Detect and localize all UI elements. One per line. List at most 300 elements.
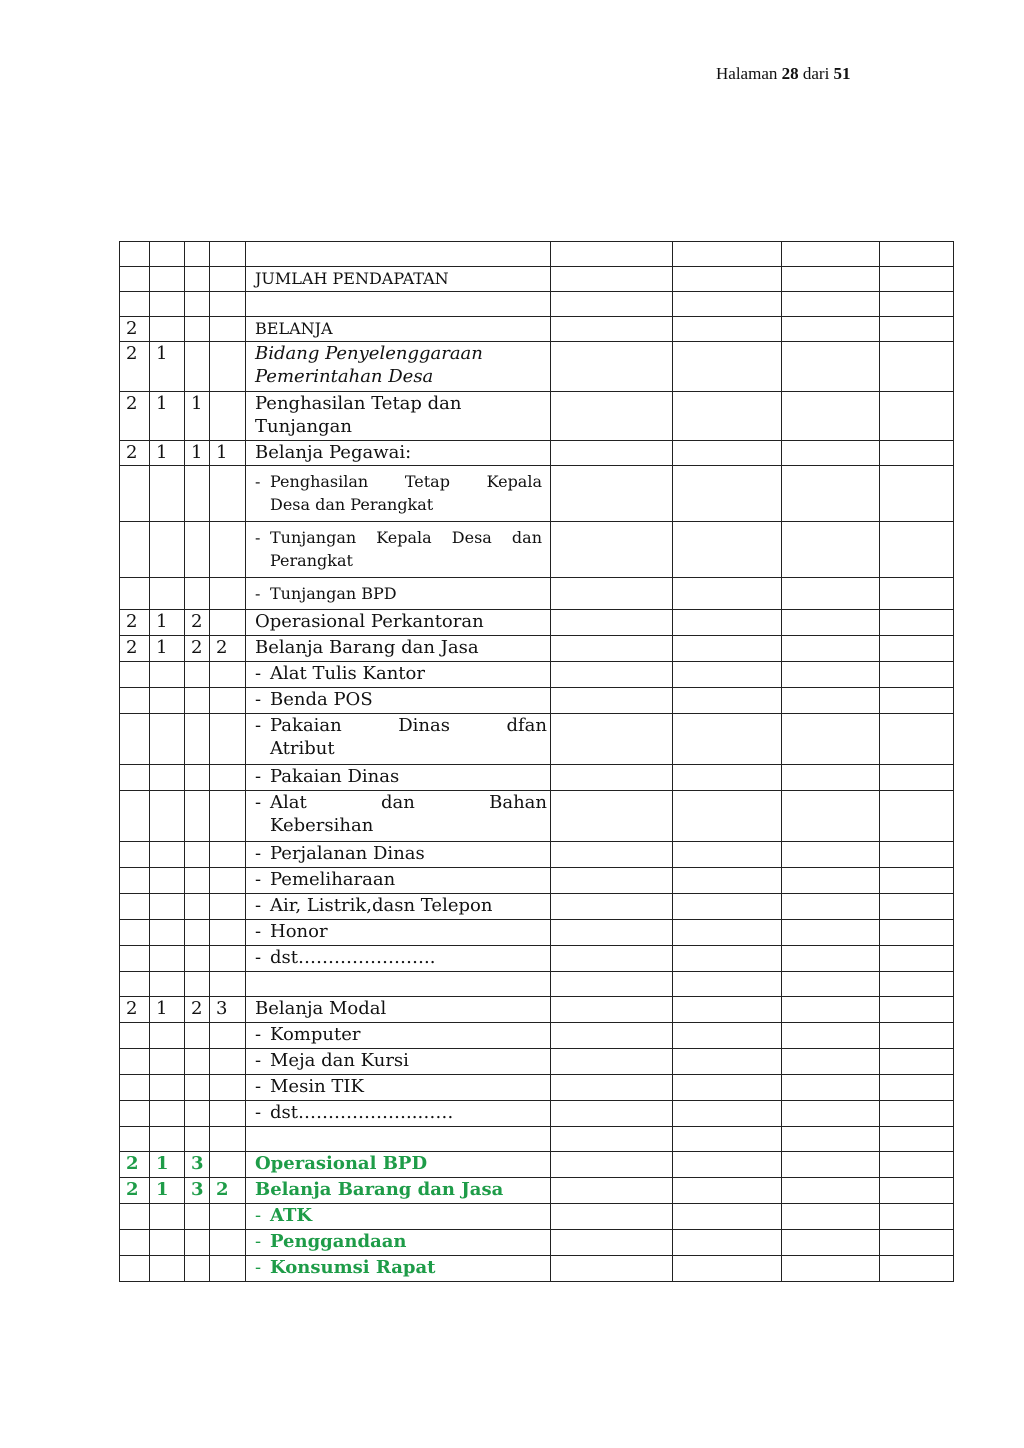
value-cell-3 xyxy=(782,522,880,578)
table-row xyxy=(120,578,954,610)
item-text-line: ATK xyxy=(270,1205,313,1226)
table-row xyxy=(120,1023,954,1049)
value-cell-3 xyxy=(782,791,880,842)
item-label: Belanja Modal xyxy=(255,998,387,1019)
value-cell-2 xyxy=(673,392,782,441)
value-cell-4 xyxy=(880,1023,954,1049)
account-code-2 xyxy=(150,1256,185,1282)
uraian-cell xyxy=(246,765,551,791)
item-text-line: Alat dan Bahan xyxy=(270,792,547,813)
account-code-1 xyxy=(120,466,150,522)
value-cell-3 xyxy=(782,946,880,972)
value-cell-1 xyxy=(551,522,673,578)
account-code-4 xyxy=(210,791,246,842)
value-cell-3 xyxy=(782,1101,880,1127)
account-code-3 xyxy=(185,267,210,292)
list-item xyxy=(255,1075,547,1098)
table-row xyxy=(120,1230,954,1256)
value-cell-1 xyxy=(551,1230,673,1256)
value-cell-2 xyxy=(673,1075,782,1101)
item-text-line: Komputer xyxy=(270,1024,361,1045)
item-text-line: Tunjangan Kepala Desa dan xyxy=(270,528,542,547)
value-cell-3 xyxy=(782,972,880,997)
account-code-1 xyxy=(120,920,150,946)
list-item xyxy=(255,765,547,788)
account-code-4 xyxy=(210,1023,246,1049)
value-cell-1 xyxy=(551,997,673,1023)
list-item xyxy=(255,714,547,760)
value-cell-1 xyxy=(551,466,673,522)
value-cell-2 xyxy=(673,765,782,791)
dash-marker: - xyxy=(255,843,262,864)
value-cell-1 xyxy=(551,1075,673,1101)
account-code-3 xyxy=(185,578,210,610)
value-cell-3 xyxy=(782,1230,880,1256)
item-text-line: Meja dan Kursi xyxy=(270,1050,409,1071)
account-code-4: 2 xyxy=(210,1178,246,1204)
value-cell-4 xyxy=(880,242,954,267)
account-code-1: 2 xyxy=(120,317,150,342)
account-code-3 xyxy=(185,972,210,997)
list-item xyxy=(255,894,547,917)
dash-marker: - xyxy=(255,1076,262,1097)
uraian-cell xyxy=(246,1230,551,1256)
dari-label: dari xyxy=(802,64,830,83)
uraian-cell xyxy=(246,267,551,292)
table-row xyxy=(120,765,954,791)
list-item xyxy=(255,1230,547,1253)
item-text xyxy=(270,714,547,760)
value-cell-2 xyxy=(673,662,782,688)
value-cell-4 xyxy=(880,946,954,972)
account-code-2 xyxy=(150,578,185,610)
account-code-1 xyxy=(120,714,150,765)
table-row xyxy=(120,1127,954,1152)
account-code-4 xyxy=(210,1256,246,1282)
value-cell-4 xyxy=(880,1256,954,1282)
table-row xyxy=(120,466,954,522)
value-cell-2 xyxy=(673,868,782,894)
value-cell-1 xyxy=(551,441,673,466)
value-cell-1 xyxy=(551,972,673,997)
table-row xyxy=(120,610,954,636)
value-cell-4 xyxy=(880,441,954,466)
uraian-cell xyxy=(246,636,551,662)
value-cell-1 xyxy=(551,242,673,267)
account-code-3: 3 xyxy=(185,1152,210,1178)
list-item xyxy=(255,868,547,891)
account-code-4 xyxy=(210,1101,246,1127)
account-code-3 xyxy=(185,466,210,522)
list-item xyxy=(255,1204,547,1227)
table-row xyxy=(120,1049,954,1075)
value-cell-3 xyxy=(782,342,880,392)
value-cell-2 xyxy=(673,242,782,267)
account-code-1 xyxy=(120,1049,150,1075)
account-code-3 xyxy=(185,1049,210,1075)
uraian-cell xyxy=(246,972,551,997)
item-text-line: Pemeliharaan xyxy=(270,869,396,890)
value-cell-1 xyxy=(551,1127,673,1152)
dash-marker: - xyxy=(255,895,262,916)
value-cell-2 xyxy=(673,292,782,317)
account-code-2: 1 xyxy=(150,610,185,636)
table-row xyxy=(120,317,954,342)
account-code-1: 2 xyxy=(120,1152,150,1178)
dash-marker: - xyxy=(255,1050,262,1071)
account-code-1 xyxy=(120,292,150,317)
uraian-cell xyxy=(246,578,551,610)
account-code-1: 2 xyxy=(120,392,150,441)
table-row xyxy=(120,441,954,466)
uraian-cell xyxy=(246,1023,551,1049)
value-cell-2 xyxy=(673,1049,782,1075)
dash-marker: - xyxy=(255,663,262,684)
account-code-4 xyxy=(210,342,246,392)
account-code-3: 1 xyxy=(185,392,210,441)
account-code-2 xyxy=(150,1204,185,1230)
list-item xyxy=(255,578,542,605)
list-item xyxy=(255,466,542,516)
table-row xyxy=(120,1256,954,1282)
account-code-1 xyxy=(120,946,150,972)
item-text xyxy=(270,920,547,943)
value-cell-3 xyxy=(782,688,880,714)
value-cell-4 xyxy=(880,267,954,292)
item-text xyxy=(270,582,542,605)
account-code-1 xyxy=(120,791,150,842)
value-cell-2 xyxy=(673,342,782,392)
dash-marker: - xyxy=(255,528,261,547)
value-cell-4 xyxy=(880,292,954,317)
uraian-cell xyxy=(246,1152,551,1178)
uraian-cell xyxy=(246,868,551,894)
item-text-line: Pakaian Dinas xyxy=(270,766,400,787)
account-code-1: 2 xyxy=(120,1178,150,1204)
account-code-4 xyxy=(210,1152,246,1178)
dash-marker: - xyxy=(255,1257,262,1278)
account-code-3 xyxy=(185,1127,210,1152)
item-text xyxy=(270,765,547,788)
value-cell-3 xyxy=(782,292,880,317)
list-item xyxy=(255,946,547,969)
value-cell-2 xyxy=(673,972,782,997)
value-cell-3 xyxy=(782,578,880,610)
account-code-1 xyxy=(120,842,150,868)
item-text-line: Penggandaan xyxy=(270,1231,407,1252)
item-text xyxy=(270,1101,547,1124)
account-code-4 xyxy=(210,868,246,894)
account-code-2 xyxy=(150,267,185,292)
account-code-3 xyxy=(185,791,210,842)
uraian-cell xyxy=(246,466,551,522)
account-code-2 xyxy=(150,791,185,842)
value-cell-4 xyxy=(880,972,954,997)
value-cell-4 xyxy=(880,997,954,1023)
value-cell-4 xyxy=(880,1178,954,1204)
halaman-label: Halaman xyxy=(716,64,778,83)
value-cell-1 xyxy=(551,842,673,868)
value-cell-1 xyxy=(551,662,673,688)
item-label: Belanja Pegawai: xyxy=(255,442,412,463)
item-text xyxy=(270,946,547,969)
table-row xyxy=(120,342,954,392)
account-code-3 xyxy=(185,920,210,946)
item-text xyxy=(270,894,547,917)
value-cell-4 xyxy=(880,842,954,868)
item-label: BELANJA xyxy=(255,319,333,338)
account-code-2 xyxy=(150,1101,185,1127)
account-code-2 xyxy=(150,765,185,791)
table-row xyxy=(120,688,954,714)
uraian-cell xyxy=(246,317,551,342)
value-cell-1 xyxy=(551,342,673,392)
list-item xyxy=(255,688,547,711)
account-code-2 xyxy=(150,714,185,765)
value-cell-1 xyxy=(551,1101,673,1127)
value-cell-2 xyxy=(673,636,782,662)
account-code-3: 2 xyxy=(185,636,210,662)
account-code-2 xyxy=(150,868,185,894)
value-cell-4 xyxy=(880,317,954,342)
account-code-4 xyxy=(210,1127,246,1152)
account-code-3: 3 xyxy=(185,1178,210,1204)
uraian-cell xyxy=(246,610,551,636)
account-code-4 xyxy=(210,1230,246,1256)
uraian-cell xyxy=(246,342,551,392)
list-item xyxy=(255,920,547,943)
value-cell-3 xyxy=(782,662,880,688)
value-cell-1 xyxy=(551,1152,673,1178)
value-cell-4 xyxy=(880,578,954,610)
value-cell-1 xyxy=(551,714,673,765)
value-cell-3 xyxy=(782,1256,880,1282)
value-cell-3 xyxy=(782,466,880,522)
value-cell-1 xyxy=(551,1204,673,1230)
value-cell-1 xyxy=(551,868,673,894)
value-cell-4 xyxy=(880,1127,954,1152)
value-cell-2 xyxy=(673,610,782,636)
account-code-1: 2 xyxy=(120,342,150,392)
value-cell-4 xyxy=(880,1101,954,1127)
account-code-4 xyxy=(210,522,246,578)
account-code-4 xyxy=(210,267,246,292)
uraian-cell xyxy=(246,920,551,946)
list-item xyxy=(255,1049,547,1072)
account-code-2 xyxy=(150,1023,185,1049)
value-cell-4 xyxy=(880,920,954,946)
table-row xyxy=(120,392,954,441)
account-code-2 xyxy=(150,242,185,267)
account-code-2 xyxy=(150,662,185,688)
account-code-4 xyxy=(210,466,246,522)
dash-marker: - xyxy=(255,715,262,736)
item-text xyxy=(270,662,547,685)
account-code-4: 3 xyxy=(210,997,246,1023)
value-cell-2 xyxy=(673,1256,782,1282)
account-code-2 xyxy=(150,1049,185,1075)
table-row xyxy=(120,894,954,920)
account-code-4 xyxy=(210,1075,246,1101)
item-text xyxy=(270,1204,547,1227)
value-cell-3 xyxy=(782,842,880,868)
account-code-3 xyxy=(185,292,210,317)
account-code-1 xyxy=(120,662,150,688)
account-code-2 xyxy=(150,292,185,317)
value-cell-1 xyxy=(551,392,673,441)
dash-marker: - xyxy=(255,1024,262,1045)
account-code-3 xyxy=(185,342,210,392)
item-text-continuation: Kebersihan xyxy=(270,815,374,836)
account-code-3 xyxy=(185,894,210,920)
account-code-1 xyxy=(120,242,150,267)
account-code-2: 1 xyxy=(150,342,185,392)
account-code-1 xyxy=(120,868,150,894)
account-code-1 xyxy=(120,1204,150,1230)
value-cell-1 xyxy=(551,791,673,842)
table-row xyxy=(120,522,954,578)
item-text xyxy=(270,1049,547,1072)
value-cell-4 xyxy=(880,1075,954,1101)
list-item xyxy=(255,522,542,572)
account-code-3 xyxy=(185,688,210,714)
account-code-4: 1 xyxy=(210,441,246,466)
item-text-line: Honor xyxy=(270,921,328,942)
table-row xyxy=(120,946,954,972)
value-cell-4 xyxy=(880,466,954,522)
uraian-cell xyxy=(246,242,551,267)
dash-marker: - xyxy=(255,792,262,813)
account-code-1: 2 xyxy=(120,441,150,466)
account-code-4 xyxy=(210,894,246,920)
account-code-2: 1 xyxy=(150,441,185,466)
table-row xyxy=(120,242,954,267)
value-cell-2 xyxy=(673,714,782,765)
account-code-2 xyxy=(150,1230,185,1256)
account-code-1 xyxy=(120,1101,150,1127)
value-cell-3 xyxy=(782,1178,880,1204)
account-code-3 xyxy=(185,1075,210,1101)
uraian-cell xyxy=(246,1204,551,1230)
value-cell-4 xyxy=(880,522,954,578)
account-code-3 xyxy=(185,317,210,342)
value-cell-1 xyxy=(551,636,673,662)
account-code-1 xyxy=(120,688,150,714)
budget-table-body xyxy=(120,242,954,1282)
value-cell-4 xyxy=(880,791,954,842)
account-code-4 xyxy=(210,662,246,688)
value-cell-2 xyxy=(673,441,782,466)
item-label: Belanja Barang dan Jasa xyxy=(255,637,479,658)
value-cell-3 xyxy=(782,714,880,765)
account-code-4 xyxy=(210,765,246,791)
account-code-2: 1 xyxy=(150,997,185,1023)
item-text xyxy=(270,526,542,572)
account-code-2 xyxy=(150,842,185,868)
value-cell-4 xyxy=(880,342,954,392)
item-text xyxy=(270,470,542,516)
value-cell-3 xyxy=(782,267,880,292)
account-code-3 xyxy=(185,868,210,894)
value-cell-2 xyxy=(673,842,782,868)
value-cell-2 xyxy=(673,466,782,522)
item-text xyxy=(270,688,547,711)
account-code-2 xyxy=(150,466,185,522)
uraian-cell xyxy=(246,1127,551,1152)
account-code-4 xyxy=(210,688,246,714)
value-cell-4 xyxy=(880,1049,954,1075)
item-text-line: Air, Listrik,dasn Telepon xyxy=(270,895,493,916)
dash-marker: - xyxy=(255,1231,262,1252)
table-row xyxy=(120,267,954,292)
account-code-2 xyxy=(150,920,185,946)
dash-marker: - xyxy=(255,689,262,710)
item-text xyxy=(270,842,547,865)
value-cell-3 xyxy=(782,894,880,920)
uraian-cell xyxy=(246,946,551,972)
table-row xyxy=(120,1204,954,1230)
value-cell-2 xyxy=(673,267,782,292)
dash-marker: - xyxy=(255,766,262,787)
table-row xyxy=(120,868,954,894)
account-code-3 xyxy=(185,662,210,688)
value-cell-2 xyxy=(673,1152,782,1178)
account-code-1: 2 xyxy=(120,610,150,636)
account-code-2 xyxy=(150,1127,185,1152)
account-code-3: 2 xyxy=(185,997,210,1023)
account-code-4 xyxy=(210,292,246,317)
item-text-line: Perjalanan Dinas xyxy=(270,843,425,864)
item-label: Penghasilan Tetap dan Tunjangan xyxy=(255,393,462,437)
account-code-2 xyxy=(150,317,185,342)
item-text-line: Tunjangan BPD xyxy=(270,584,397,603)
uraian-cell xyxy=(246,1049,551,1075)
item-text xyxy=(270,1023,547,1046)
budget-table xyxy=(119,241,954,1282)
account-code-1: 2 xyxy=(120,636,150,662)
account-code-2: 1 xyxy=(150,392,185,441)
value-cell-2 xyxy=(673,578,782,610)
table-row xyxy=(120,791,954,842)
value-cell-2 xyxy=(673,1178,782,1204)
value-cell-1 xyxy=(551,1256,673,1282)
value-cell-2 xyxy=(673,317,782,342)
account-code-4 xyxy=(210,1049,246,1075)
value-cell-1 xyxy=(551,1178,673,1204)
item-label: Belanja Barang dan Jasa xyxy=(255,1179,504,1200)
account-code-3 xyxy=(185,242,210,267)
account-code-1 xyxy=(120,1023,150,1049)
account-code-2 xyxy=(150,894,185,920)
list-item xyxy=(255,791,547,837)
account-code-1 xyxy=(120,578,150,610)
value-cell-1 xyxy=(551,1049,673,1075)
value-cell-3 xyxy=(782,242,880,267)
uraian-cell xyxy=(246,997,551,1023)
account-code-2: 1 xyxy=(150,1152,185,1178)
account-code-2 xyxy=(150,688,185,714)
table-row xyxy=(120,1178,954,1204)
item-text xyxy=(270,1230,547,1253)
table-row xyxy=(120,920,954,946)
uraian-cell xyxy=(246,714,551,765)
account-code-2: 1 xyxy=(150,636,185,662)
value-cell-4 xyxy=(880,894,954,920)
item-text-continuation: Desa dan Perangkat xyxy=(270,495,434,514)
dash-marker: - xyxy=(255,1102,262,1123)
dash-marker: - xyxy=(255,869,262,890)
value-cell-4 xyxy=(880,662,954,688)
